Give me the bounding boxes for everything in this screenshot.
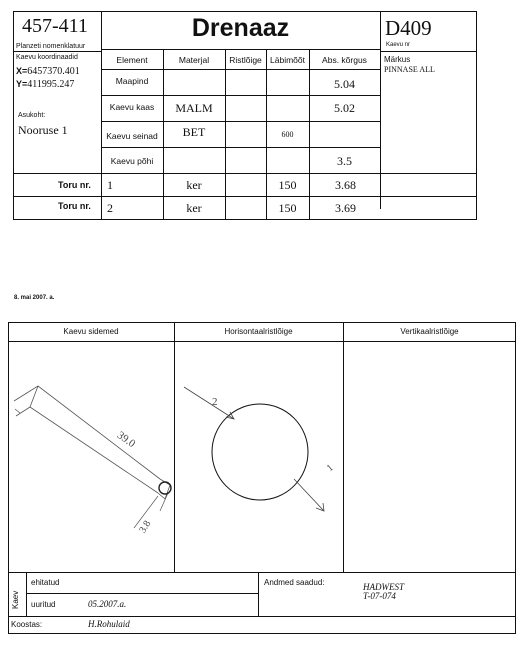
pipe-diameter: 150 <box>278 178 297 192</box>
coords-label: Kaevu koordinaadid <box>16 54 78 61</box>
pipe-material: ker <box>186 201 202 215</box>
well-number: D409 <box>385 16 432 40</box>
row-height: 3.5 <box>337 154 352 168</box>
data-from-value: HADWEST <box>363 582 404 592</box>
row-height: 5.04 <box>334 77 355 91</box>
pipe-label: Toru nr. <box>58 180 91 190</box>
x-label: X= <box>16 66 28 76</box>
sketch-line <box>16 407 158 493</box>
col-title-vertical: Vertikaalristlõige <box>400 327 459 336</box>
header-material: Materjal <box>178 55 210 65</box>
sketch-length-1: 39.0 <box>114 429 138 451</box>
well-number-label: Kaevu nr <box>386 42 411 48</box>
row-diameter: 600 <box>281 130 294 139</box>
pipe-material: ker <box>186 178 202 192</box>
remark-label: Märkus <box>384 55 411 64</box>
pipe-label-a: 2 <box>212 396 218 408</box>
page-title: Drenaaz <box>191 14 290 42</box>
sketch-length-2: 3.8 <box>137 518 154 536</box>
y-label: Y= <box>16 79 28 89</box>
surveyed-label: uuritud <box>31 600 56 609</box>
pipe-arrow-out <box>294 479 324 511</box>
row-element: Kaevu seinad <box>106 131 158 141</box>
sketch-line <box>134 493 168 528</box>
data-from-label: Andmed saadud: <box>264 578 325 587</box>
well-circle <box>212 404 308 500</box>
data-from-value: T-07-074 <box>363 591 396 601</box>
sketch-line <box>14 386 160 479</box>
pipe-number: 2 <box>107 201 113 215</box>
row-element: Kaevu põhi <box>110 156 154 166</box>
x-value: 6457370.401 <box>27 66 80 77</box>
map-sheet-code-label: Planzeti nomenklatuur <box>16 43 86 50</box>
row-element: Kaevu kaas <box>109 102 155 112</box>
row-height: 5.02 <box>334 101 355 115</box>
y-value: 411995.247 <box>27 79 75 90</box>
col-title-connections: Kaevu sidemed <box>63 327 119 336</box>
x-coordinate <box>16 66 80 77</box>
header-element: Element <box>116 55 148 65</box>
date-note: 8. mai 2007. a. <box>14 295 55 301</box>
map-sheet-code: 457-411 <box>22 15 88 37</box>
header-diameter: Läbimõõt <box>270 55 305 65</box>
col-title-horizontal: Horisontaalristlõige <box>224 327 293 336</box>
row-material: MALM <box>175 101 213 115</box>
pipe-height: 3.68 <box>335 178 356 192</box>
location-label: Asukoht: <box>18 112 46 119</box>
author-value: H.Rohulaid <box>88 619 130 629</box>
pipe-arrow-in <box>184 387 234 419</box>
row-element: Maapind <box>115 76 149 86</box>
sketch-line <box>30 386 38 407</box>
location-value: Nooruse 1 <box>18 123 68 137</box>
pipe-height: 3.69 <box>335 201 356 215</box>
pipe-label: Toru nr. <box>58 201 91 211</box>
horizontal-section-sketch <box>174 341 343 572</box>
well-side-label: Kaev <box>11 590 20 609</box>
author-label: Koostas: <box>11 620 43 629</box>
row-material: BET <box>182 125 206 139</box>
sketch-line <box>15 409 20 413</box>
pipe-diameter: 150 <box>278 201 297 215</box>
y-coordinate <box>16 79 74 90</box>
built-label: ehitatud <box>31 578 60 587</box>
surveyed-value: 05.2007.a. <box>88 599 127 609</box>
pipe-label-b: 1 <box>324 462 336 475</box>
connections-sketch <box>8 341 174 572</box>
header-cross-section: Ristlõige <box>229 55 262 65</box>
header-abs-height: Abs. kõrgus <box>322 55 367 65</box>
remark-value: PINNASE ALL <box>384 65 435 74</box>
pipe-number: 1 <box>107 178 113 192</box>
